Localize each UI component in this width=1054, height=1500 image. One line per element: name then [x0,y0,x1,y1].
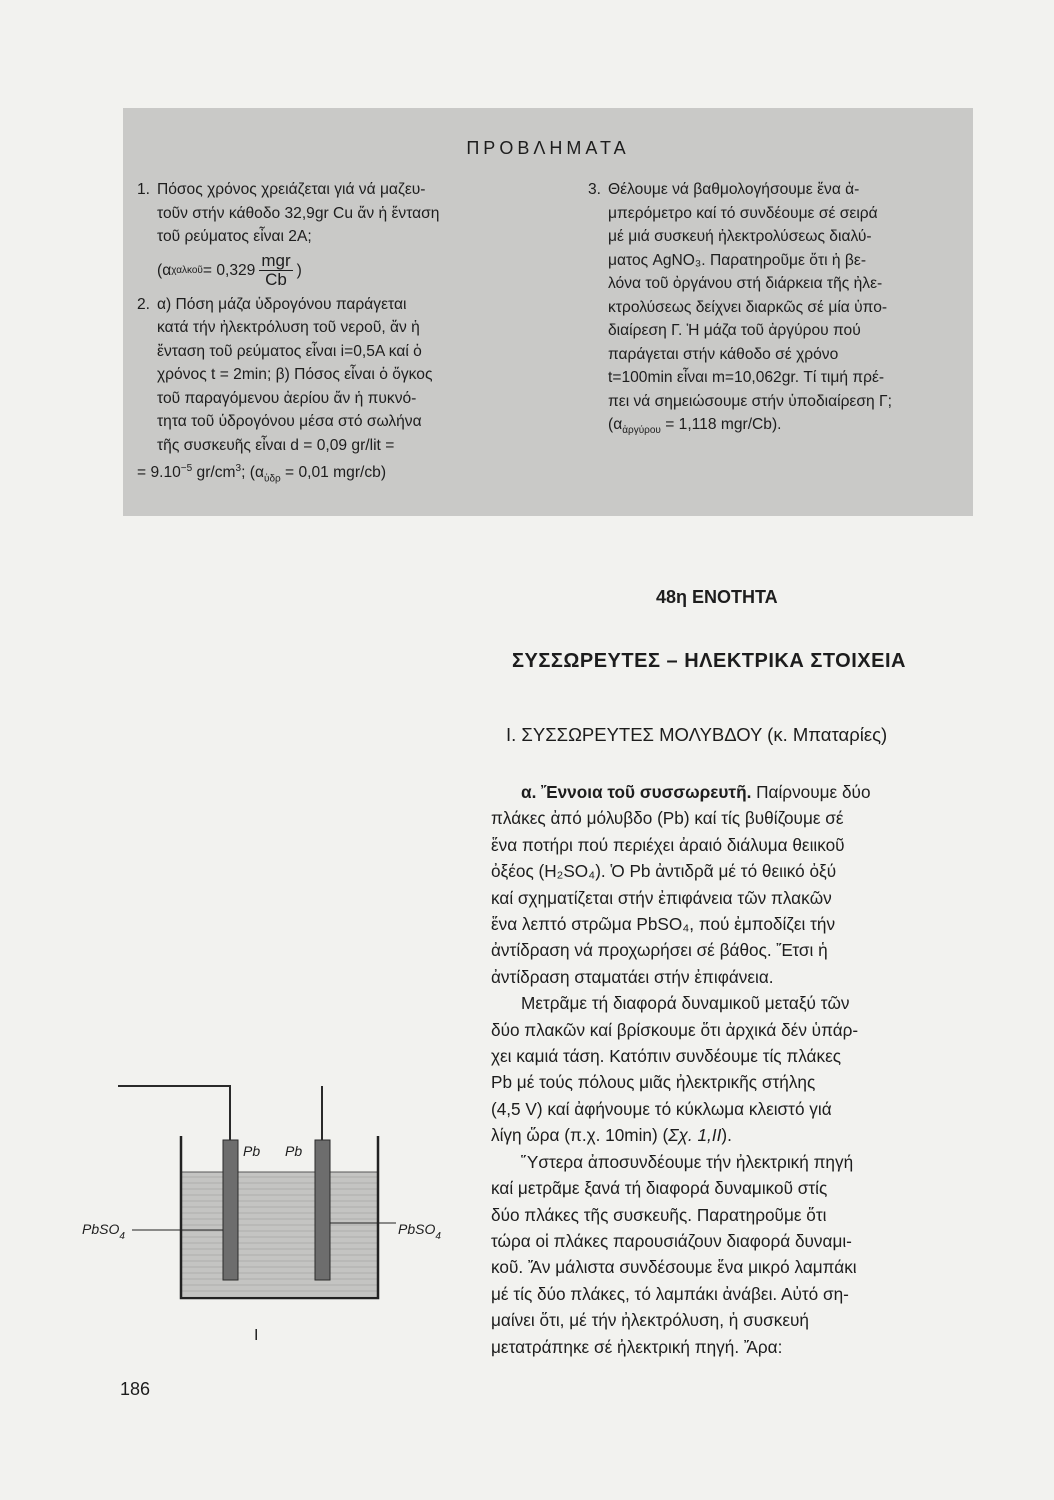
text-line: τώρα οἱ πλάκες παρουσιάζουν διαφορά δυναμι- [491,1230,852,1251]
text-line: δύο πλάκες τῆς συσκευῆς. Παρατηροῦμε ὅτι [491,1204,827,1225]
text-line: = $9.10^{-5}$ $gr/cm^3$; ($\alpha_{ὑ\delta\rho} = 0,01$ mgr/cb) [137,463,387,485]
text-line: χει καμιά τάση. Κατόπιν συνδέουμε τίς πλάκες [491,1046,842,1067]
problem-2 [137,293,545,458]
text-line: χρόνος t = 2min; β) Πόσος εἶναι ὁ ὄγκος [157,366,433,383]
text-line: διαίρεση Γ. Ἡ μάζα τοῦ ἀργύρου πού [608,322,861,339]
text-line: λόνα τοῦ ὀργάνου στή διάρκεια τῆς ἠλε- [608,275,883,292]
problems-left-column [137,178,545,491]
text-line: μαίνει ὅτι, μέ τήν ἠλεκτρόλυση, ἡ συσκευή [491,1310,809,1331]
text-line: πλάκες ἀπό μόλυβδο (Pb) καί τίς βυθίζουμε σέ [491,808,844,829]
text-line: καί σχηματίζεται στήν ἐπιφάνεια τῶν πλακῶν [491,887,832,908]
problem-number: 1. [137,181,151,198]
label-pbso4-left: PbSO$_4$ [82,1221,125,1242]
text-line: Πόσος χρόνος χρειάζεται γιά νά μαζευ- [157,181,426,198]
problems-box [123,108,973,516]
text-line: ὀξέος (H₂SO₄). Ὁ Pb ἀντιδρᾶ μέ τό θειικό ὀξύ [491,861,837,882]
text-line: ἕνα λεπτό στρῶμα PbSO₄, πού ἐμποδίζει τήν [491,914,836,935]
text-line: Θέλουμε νά βαθμολογήσουμε ἕνα ἀ- [608,181,860,198]
text-line: ἕνα ποτήρι πού περιέχει ἀραιό διάλυμα θειικοῦ [491,834,845,855]
text-line: Ὕστερα ἀποσυνδέουμε τήν ἠλεκτρική πηγή [521,1151,854,1172]
lead-plate-left [223,1140,238,1280]
text-line: τοῦ ρεύματος εἶναι 2Α; [157,228,312,245]
problem-number: 2. [137,295,151,313]
body-text [491,779,972,1360]
figure-reference: Σχ. 1,II [668,1125,722,1146]
wire-left [118,1086,230,1140]
text-line: κτρολύσεως δείχνει διαρκῶς σέ μία ὑπο- [608,298,888,316]
problem-1 [137,178,545,293]
text-line: ἀντίδραση νά προχωρήσει σέ βάθος. Ἔτσι ἡ [491,940,828,961]
text-line: ματος AgNO₃. Παρατηροῦμε ὅτι ἡ βε- [608,251,867,269]
text-line: Pb μέ τούς πόλους μιᾶς ἠλεκτρικῆς στήλης [491,1072,816,1093]
label-pb-right: Pb [285,1143,303,1159]
text-line: παράγεται στήν κάθοδο σέ χρόνο [608,345,839,363]
label-pbso4-right: PbSO$_4$ [398,1221,441,1242]
unit-title: 48η ΕΝΟΤΗΤΑ [656,587,778,607]
text-line: τοῦν στήν κάθοδο 32,9gr Cu ἄν ἡ ἔνταση [157,204,440,222]
lead-plate-right [315,1140,330,1280]
chapter-title: ΣΥΣΣΩΡΕΥΤΕΣ – ΗΛΕΚΤΡΙΚΑ ΣΤΟΙΧΕΙΑ [512,650,906,672]
text-line: κατά τήν ἠλεκτρόλυση τοῦ νεροῦ, ἄν ἡ [157,319,420,336]
text-line: τοῦ παραγόμενου ἀερίου ἄν ἡ πυκνό- [157,389,417,407]
text-line: Μετρᾶμε τή διαφορά δυναμικοῦ μεταξύ τῶν [521,993,850,1014]
text-line: ἔνταση τοῦ ρεύματος εἶναι i=0,5A καί ὁ [157,342,422,360]
text-line: α) Πόση μάζα ὑδρογόνου παράγεται [157,295,407,313]
text-line: t=100min εἶναι m=10,062gr. Τί τιμή πρέ- [608,369,885,386]
text-line: μέ μιά συσκευή ἠλεκτρολύσεως διαλύ- [608,228,872,245]
text-line: μέ τίς δύο πλάκες, τό λαμπάκι ἀνάβει. Αὐτό ση- [491,1283,849,1304]
text-line: μπερόμετρο καί τό συνδέουμε σέ σειρά [608,204,878,222]
problem-number: 3. [588,181,602,198]
text-line: δύο πλακῶν καί βρίσκουμε ὅτι ἀρχικά δέν ὑπάρ- [491,1019,859,1040]
text-line: τητα τοῦ ὑδρογόνου μέσα στό σωλήνα [157,413,422,430]
problems-right-column [588,178,966,443]
subsection-heading: α. Ἔννοια τοῦ συσσωρευτῆ. [521,782,752,802]
text-line: μετατράπηκε σέ ἠλεκτρική πηγή. Ἄρα: [491,1336,783,1357]
problems-title: ΠΡΟΒΛΗΜΑΤΑ [466,138,630,158]
label-pb-left: Pb [243,1143,261,1159]
text-line: ($\alpha_{ἀ\rho\gamma ύ\rho o\upsilon} = 1,118$ mgr/Cb). [608,416,782,437]
page-number: 186 [120,1379,151,1399]
diagram-caption: I [254,1327,259,1344]
text-line: πει νά σημειώσουμε στήν ὑποδιαίρεση Γ; [608,392,892,410]
text-line: τῆς συσκευῆς εἶναι d = 0,09 gr/lit = [157,436,395,454]
text-line: ἀντίδραση σταματάει στήν ἐπιφάνεια. [491,966,774,987]
lead-accumulator-diagram [78,1078,478,1353]
text-line: λίγη ὥρα (π.χ. 10min) (Σχ. 1,II). [491,1125,732,1146]
problem-3 [588,178,966,443]
section-title: Ι. ΣΥΣΣΩΡΕΥΤΕΣ ΜΟΛΥΒΔΟΥ (κ. Μπαταρίες) [506,724,888,745]
text-line: (4,5 V) καί ἀφήνουμε τό κύκλωμα κλειστό γιά [491,1098,832,1119]
text-line: α. Ἔννοια τοῦ συσσωρευτῆ. Παίρνουμε δύο [521,782,871,802]
fraction: $\frac{\text{mgr}}{Cb}$ [261,251,291,289]
text-line: κοῦ. Ἄν μάλιστα συνδέσουμε ἕνα μικρό λαμπάκι [491,1257,857,1278]
formula-line: (α χαλκοῦ = 0,329 $\frac{\text{mgr}}{Cb}$ ) [157,251,302,289]
text-line: καί μετρᾶμε ξανά τή διαφορά δυναμικοῦ στίς [491,1178,828,1199]
electrolyte-liquid [181,1172,377,1296]
